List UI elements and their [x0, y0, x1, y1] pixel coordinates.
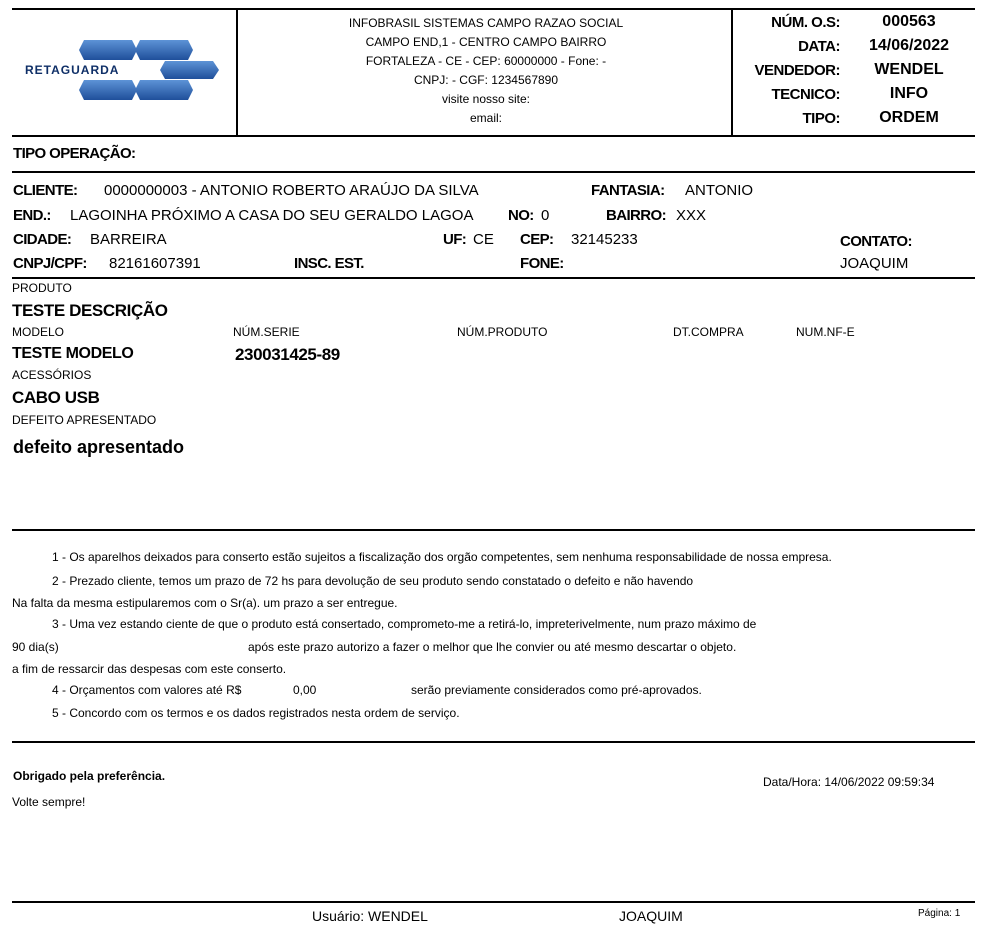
- contact-value: JOAQUIM: [840, 255, 909, 272]
- company-cnpj: CNPJ: - CGF: 1234567890: [413, 73, 559, 87]
- defect-label: DEFEITO APRESENTADO: [12, 413, 157, 427]
- page-number: Página: 1: [918, 908, 961, 919]
- os-date: 14/06/2022: [868, 37, 950, 54]
- logo-text: RETAGUARDA: [25, 63, 120, 77]
- fantasy-value: ANTONIO: [685, 182, 754, 199]
- contact-label: CONTATO:: [840, 233, 912, 250]
- operation-type-label: TIPO OPERAÇÃO:: [13, 145, 136, 162]
- term-2a: 2 - Prezado cliente, temos um prazo de 72 hs para devolução de seu produto sendo constatado o defeito e não havendo: [52, 574, 694, 588]
- footer-user: Usuário: WENDEL: [312, 908, 428, 924]
- product-number-label: NÚM.PRODUTO: [457, 325, 548, 339]
- os-seller: WENDEL: [874, 61, 944, 78]
- term-4a: 4 - Orçamentos com valores até R$: [52, 683, 242, 697]
- term-3-days: 90 dia(s): [12, 640, 59, 654]
- client-value: 0000000003 - ANTONIO ROBERTO ARAÚJO DA SILVA: [104, 182, 479, 199]
- serial-label: NÚM.SERIE: [233, 325, 300, 339]
- company-site: visite nosso site:: [441, 92, 531, 106]
- term-4b: serão previamente considerados como pré-aprovados.: [411, 683, 702, 697]
- terms-divider: [12, 741, 975, 743]
- term-3c: a fim de ressarcir das despesas com este conserto.: [12, 662, 287, 676]
- address-value: LAGOINHA PRÓXIMO A CASA DO SEU GERALDO LAGOA: [70, 207, 474, 224]
- header-top-border: [12, 8, 975, 10]
- client-label: CLIENTE:: [13, 182, 78, 199]
- os-seller-label: VENDEDOR:: [754, 62, 840, 79]
- city-label: CIDADE:: [13, 231, 72, 248]
- model-label: MODELO: [12, 325, 65, 339]
- document-label: CNPJ/CPF:: [13, 255, 87, 272]
- os-tech-label: TECNICO:: [771, 86, 840, 103]
- term-3a: 3 - Uma vez estando ciente de que o produto está consertado, comprometo-me a retirá-lo, impreterivelmente, num prazo máximo de: [52, 617, 757, 631]
- number-label: NO:: [508, 207, 534, 224]
- term-5: 5 - Concordo com os termos e os dados registrados nesta ordem de serviço.: [52, 706, 460, 720]
- term-2b: Na falta da mesma estipularemos com o Sr(a). um prazo a ser entregue.: [12, 596, 398, 610]
- district-label: BAIRRO:: [606, 207, 666, 224]
- os-number-label: NÚM. O.S:: [771, 14, 840, 31]
- uf-value: CE: [473, 231, 494, 248]
- defect-value: defeito apresentado: [13, 437, 185, 457]
- product-divider: [12, 529, 975, 531]
- os-type: ORDEM: [879, 109, 939, 126]
- os-tech: INFO: [889, 85, 929, 102]
- city-value: BARREIRA: [90, 231, 167, 248]
- term-4-value: 0,00: [293, 683, 317, 697]
- term-1: 1 - Os aparelhos deixados para conserto estão sujeitos a fiscalização dos orgão competentes, sem nenhuma responsabilidade de nossa empresa.: [52, 550, 832, 564]
- phone-label: FONE:: [520, 255, 564, 272]
- thanks-message: Obrigado pela preferência.: [13, 769, 166, 783]
- company-address: CAMPO END,1 - CENTRO CAMPO BAIRRO: [365, 35, 607, 49]
- fantasy-label: FANTASIA:: [591, 182, 665, 199]
- term-3b: após este prazo autorizo a fazer o melhor que lhe convier ou até mesmo descartar o objeto.: [248, 640, 737, 654]
- model-value: TESTE MODELO: [12, 345, 134, 362]
- district-value: XXX: [676, 207, 707, 224]
- accessories-label: ACESSÓRIOS: [12, 368, 92, 382]
- accessories-value: CABO USB: [12, 388, 100, 407]
- nfe-number-label: NUM.NF-E: [796, 325, 855, 339]
- cep-label: CEP:: [520, 231, 554, 248]
- header-divider-left: [236, 8, 238, 137]
- come-back-message: Volte sempre!: [12, 795, 86, 809]
- print-datetime: Data/Hora: 14/06/2022 09:59:34: [763, 775, 935, 789]
- footer-divider: [12, 901, 975, 903]
- number-value: 0: [541, 207, 550, 224]
- address-label: END.:: [13, 207, 51, 224]
- uf-label: UF:: [443, 231, 467, 248]
- product-label: PRODUTO: [12, 281, 72, 295]
- purchase-date-label: DT.COMPRA: [673, 325, 744, 339]
- os-number: 000563: [882, 13, 936, 30]
- footer-contact: JOAQUIM: [619, 908, 683, 924]
- company-info: [240, 14, 732, 128]
- serial-value: 230031425-89: [235, 345, 340, 364]
- document-value: 82161607391: [109, 255, 201, 272]
- os-type-label: TIPO:: [802, 110, 840, 127]
- header-bottom-border: [12, 135, 975, 137]
- company-city: FORTALEZA - CE - CEP: 60000000 - Fone: -: [365, 54, 607, 68]
- os-date-label: DATA:: [798, 38, 840, 55]
- state-registration-label: INSC. EST.: [294, 255, 364, 272]
- company-name: INFOBRASIL SISTEMAS CAMPO RAZAO SOCIAL: [348, 16, 624, 30]
- client-divider: [12, 277, 975, 279]
- operation-divider: [12, 171, 975, 173]
- product-value: TESTE DESCRIÇÃO: [12, 301, 168, 320]
- cep-value: 32145233: [571, 231, 638, 248]
- company-logo: [20, 35, 225, 105]
- company-email: email:: [469, 111, 502, 125]
